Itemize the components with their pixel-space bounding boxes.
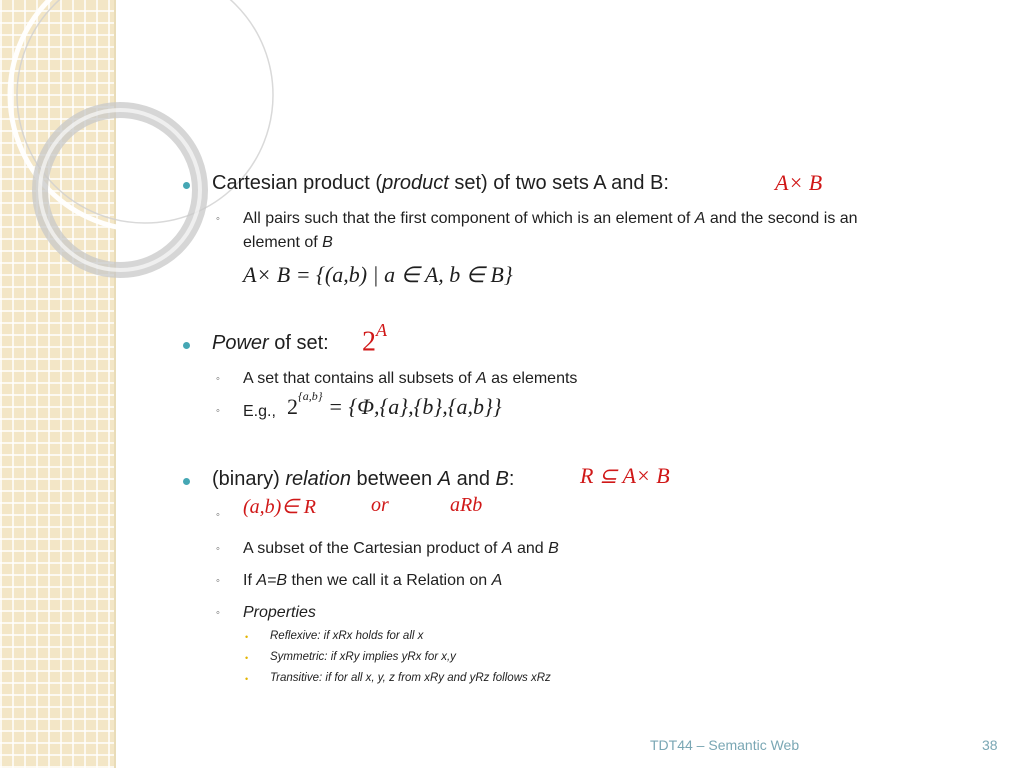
decorative-sidebar [0,0,116,768]
properties-label: Properties [243,604,316,621]
sub-sub-bullet-marker: • [245,653,249,663]
relation-or: or [371,494,389,516]
sub-bullet-marker: ◦ [216,405,220,417]
bullet-marker [183,182,190,189]
relation-if: If A=B then we call it a Relation on A [243,572,503,589]
sub-bullet-marker: ◦ [216,509,220,521]
power-formula: $2^A$ [362,320,387,358]
relation-heading: (binary) relation between A and B: [212,468,515,490]
power-sub-1: A set that contains all subsets of A as elements [243,370,578,387]
sub-bullet-marker: ◦ [216,543,220,555]
property-transitive: Transitive: if for all x, y, z from xRy and yRz follows xRz [270,672,551,684]
sub-bullet-marker: ◦ [216,607,220,619]
footer-title: TDT44 – Semantic Web [650,737,800,753]
property-reflexive: Reflexive: if xRx holds for all x [270,630,424,642]
relation-formula: R ⊆ A× B [580,463,670,488]
sub-sub-bullet-marker: • [245,674,249,684]
bullet-marker [183,342,190,349]
sub-sub-bullet-marker: • [245,632,249,642]
bullet-marker [183,478,190,485]
page-number: 38 [982,737,998,753]
cartesian-heading: Cartesian product (product set) of two sets A and B: [212,172,669,194]
cartesian-formula: A× B [775,170,823,195]
cartesian-definition: A× B = {(a,b) | a ∈ A, b ∈ B} [243,262,513,287]
relation-subset: A subset of the Cartesian product of A and B [243,540,559,557]
sub-bullet-marker: ◦ [216,373,220,385]
relation-membership: (a,b)∈ R [243,496,316,518]
power-example-formula: $2^{\{a,b\}} = \{\Phi,\{a\},\{b\},\{a,b\}\}$ [287,388,502,419]
power-heading: Power of set: [212,332,329,354]
cartesian-sub-line1: All pairs such that the first component of which is an element of A and the second is an [243,210,858,227]
property-symmetric: Symmetric: if xRy implies yRx for x,y [270,651,456,663]
power-example-label: E.g., [243,403,276,420]
sub-bullet-marker: ◦ [216,213,220,225]
sub-bullet-marker: ◦ [216,575,220,587]
relation-arb: aRb [450,494,483,516]
cartesian-sub-line2: element of B [243,234,333,251]
